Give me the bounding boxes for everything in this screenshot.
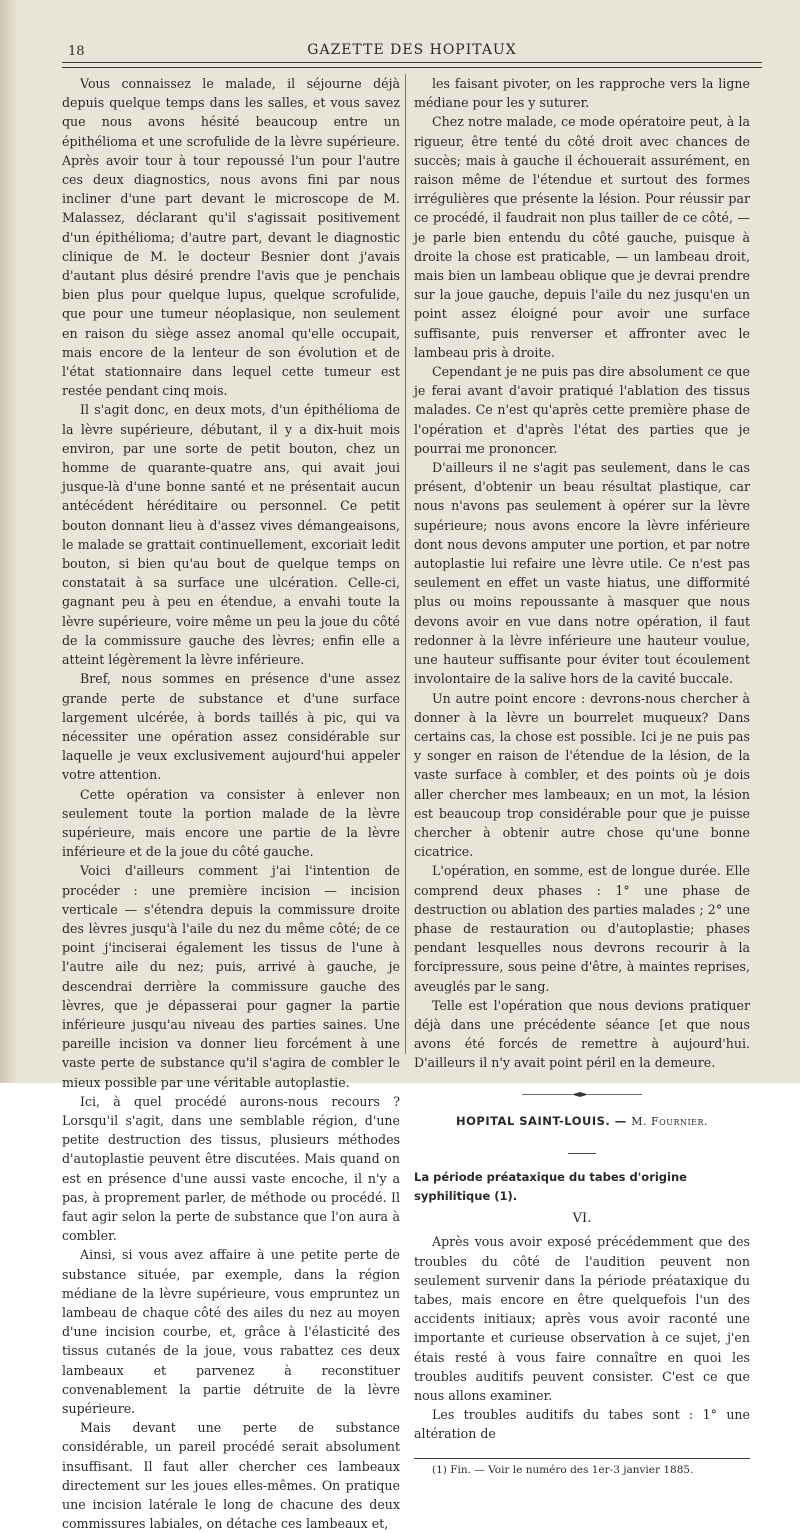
paragraph: Les troubles auditifs du tabes sont : 1° une altération de	[414, 1407, 750, 1442]
author-name: M. Fournier.	[631, 1114, 709, 1128]
paragraph: Voici d'ailleurs comment j'ai l'intention de procéder : une première incision — incision verticale — s'étendra depuis la commissure droite des lèvres jusqu'à l'aile du nez du même côté; de ce point j'inciserai également les tissus de l'une à l'autre aile du nez; puis, arrivé à gauche, je descendrai derrière la commissure gauche des lèvres, que je dépasserai pour gagner la partie inférieure jusqu'au niveau des parties saines. Une pareille incision va donner lieu forcément à une vaste perte de substance qu'il s'agira de combler le mieux possible par une véritable autoplastie.	[62, 863, 400, 1090]
paragraph: D'ailleurs il ne s'agit pas seulement, dans le cas présent, d'obtenir un beau résultat plastique, car nous n'avons pas seulement à opérer sur la lèvre supérieure; nous avons encore la lèvre inférieure dont nous devons amputer une portion, et par notre autoplastie lui refaire une lèvre utile. Ce n'est pas seulement en effet un vaste hiatus, une difformité plus ou moins repoussante à masquer que nous devons avoir en vue dans notre opération, il faut redonner à la lèvre inférieure une hauteur voulue, une hauteur suffisante pour éviter tout écoulement involontaire de la salive hors de la cavité buccale.	[414, 460, 750, 687]
short-rule	[568, 1153, 596, 1154]
paragraph: L'opération, en somme, est de longue durée. Elle comprend deux phases : 1° une phase de destruction ou ablation des parties malades ; 2° une phase de restauration ou d'autoplastie; phases pendant lesquelles nous devrons recourir à la forcipressure, sous peine d'être, à maintes reprises, aveuglés par le sang.	[414, 863, 750, 994]
ornamental-separator	[522, 1091, 642, 1098]
paragraph: Telle est l'opération que nous devions pratiquer déjà dans une précédente séance [et que nous avons été forcés de remettre à aujourd'hui. D'ailleurs il n'y avait point péril en la demeure.	[414, 997, 750, 1071]
paragraph: Ainsi, si vous avez affaire à une petite perte de substance située, par exemple, dans la région médiane de la lèvre supérieure, vous empruntez un lambeau de chaque côté des ailes du nez au moyen d'une incision courbe, et, grâce à l'élasticité des tissus cutanés de la joue, vous rabattez ces deux lambeaux et parvenez à reconstituer convenablement la partie détruite de la lèvre supérieure.	[62, 1247, 400, 1417]
left-column	[62, 74, 400, 1533]
binding-gutter	[0, 0, 16, 1083]
page-header	[62, 36, 762, 58]
paragraph: Cette opération va consister à enlever non seulement toute la portion malade de la lèvre supérieure, mais encore une partie de la lèvre inférieure et de la joue du côté gauche.	[62, 786, 400, 860]
header-rule	[62, 62, 762, 68]
footnote-rule	[414, 1458, 750, 1459]
paragraph: Mais devant une perte de substance considérable, un pareil procédé serait absolument insuffisant. Il faut aller chercher ces lambeaux directement sur les joues elles-mêmes. On pratique une incision latérale le long de chacune des deux commissures labiales, on détache ces lambeaux et,	[62, 1420, 400, 1532]
paragraph: Il s'agit donc, en deux mots, d'un épithélioma de la lèvre supérieure, débutant, il y a dix-huit mois environ, par une sorte de petit bouton, chez un homme de quarante-quatre ans, qui avait joui jusque-là d'une bonne santé et ne présentait aucun antécédent héréditaire ou personnel. Ce petit bouton donnant lieu à d'assez vives démangeaisons, le malade se grattait continuellement, excoriait ledit bouton, si bien qu'au bout de quelque temps on constatait à sa surface une ulcération. Celle-ci, gagnant peu à peu en étendue, a envahi toute la lèvre supérieure, voire même un peu la joue du côté de la commissure gauche des lèvres; enfin elle a atteint légèrement la lèvre inférieure.	[62, 402, 400, 668]
footnote: (1) Fin. — Voir le numéro des 1er-3 janvier 1885.	[432, 1463, 694, 1476]
journal-title: GAZETTE DES HOPITAUX	[307, 42, 517, 58]
hospital-heading	[414, 1112, 750, 1131]
paragraph: Cependant je ne puis pas dire absolument ce que je ferai avant d'avoir pratiqué l'ablation des tissus malades. Ce n'est qu'après cette première phase de l'opération et d'après l'état des parties que je pourrai me prononcer.	[414, 364, 750, 456]
hospital-name: HOPITAL SAINT-LOUIS. —	[455, 1113, 627, 1128]
lecture-title: La période préataxique du tabes d'origine syphilitique (1).	[414, 1169, 687, 1203]
lecture-number: VI.	[572, 1211, 592, 1227]
paragraph: Un autre point encore : devrons-nous chercher à donner à la lèvre un bourrelet muqueux? Dans certains cas, la chose est possible. Ici je ne puis pas y songer en raison de l'étendue de la lésion, de la vaste surface à combler, et des points où je dois aller chercher mes lambeaux; en un mot, la lésion est beaucoup trop considérable pour que je puisse chercher à obtenir autre chose qu'une bonne cicatrice.	[414, 690, 750, 860]
paragraph: les faisant pivoter, on les rapproche vers la ligne médiane pour les y suturer.	[414, 76, 750, 111]
paragraph: Après vous avoir exposé précédemment que des troubles du côté de l'audition peuvent non seulement survenir dans la période préataxique du tabes, mais encore en être quelquefois l'un des accidents initiaux; après vous avoir raconté une importante et curieuse observation à ce sujet, j'en étais resté à vous faire connaître en quoi les troubles auditifs peuvent consister. C'est ce que nous allons examiner.	[414, 1234, 750, 1403]
paragraph: Vous connaissez le malade, il séjourne déjà depuis quelque temps dans les salles, et vous savez que nous avons hésité beaucoup entre un épithélioma et une scrofulide de la lèvre supérieure. Après avoir tour à tour repoussé l'un pour l'autre ces deux diagnostics, nous avons fini par nous incliner d'une part devant le microscope de M. Malassez, déclarant qu'il s'agissait positivement d'un épithélioma; d'autre part, devant le diagnostic clinique de M. le docteur Besnier dont j'avais d'autant plus désiré prendre l'avis que je penchais bien plus pour quelque lupus, quelque scrofulide, que pour une tumeur néoplasique, non seulement en raison du siège assez anomal qu'elle occupait, mais encore de la lenteur de son évolution et de l'état stationnaire dans lequel cette tumeur est restée pendant cinq mois.	[62, 76, 400, 399]
right-column	[414, 74, 750, 1478]
paragraph: Ici, à quel procédé aurons-nous recours ? Lorsqu'il s'agit, dans une semblable région, d'une petite destruction des tissus, plusieurs méthodes d'autoplastie peuvent être discutées. Mais quand on est en présence d'une aussi vaste encoche, il n'y a pas, à proprement parler, de méthode ou procédé. Il faut agir selon la perte de substance que l'on aura à combler.	[62, 1093, 400, 1244]
page-number: 18	[68, 44, 85, 59]
paragraph: Chez notre malade, ce mode opératoire peut, à la rigueur, être tenté du côté droit avec chances de succès; mais à gauche il échouerait assurément, en raison même de l'étendue et surtout des formes irrégulières que présente la lésion. Pour réussir par ce procédé, il faudrait non plus tailler de ce côté, — je parle bien entendu du côté gauche, puisque à droite la chose est praticable, — un lambeau droit, mais bien un lambeau oblique que je devrai prendre sur la joue gauche, depuis l'aile du nez jusqu'en un point assez éloigné pour avoir une surface suffisante, puis renverser et affronter avec le lambeau pris à droite.	[414, 114, 750, 360]
column-divider	[405, 74, 406, 1054]
paragraph: Bref, nous sommes en présence d'une assez grande perte de substance et d'une surface largement ulcérée, à bords taillés à pic, qui va nécessiter une opération assez considérable sur laquelle je veux exclusivement aujourd'hui appeler votre attention.	[62, 671, 400, 783]
